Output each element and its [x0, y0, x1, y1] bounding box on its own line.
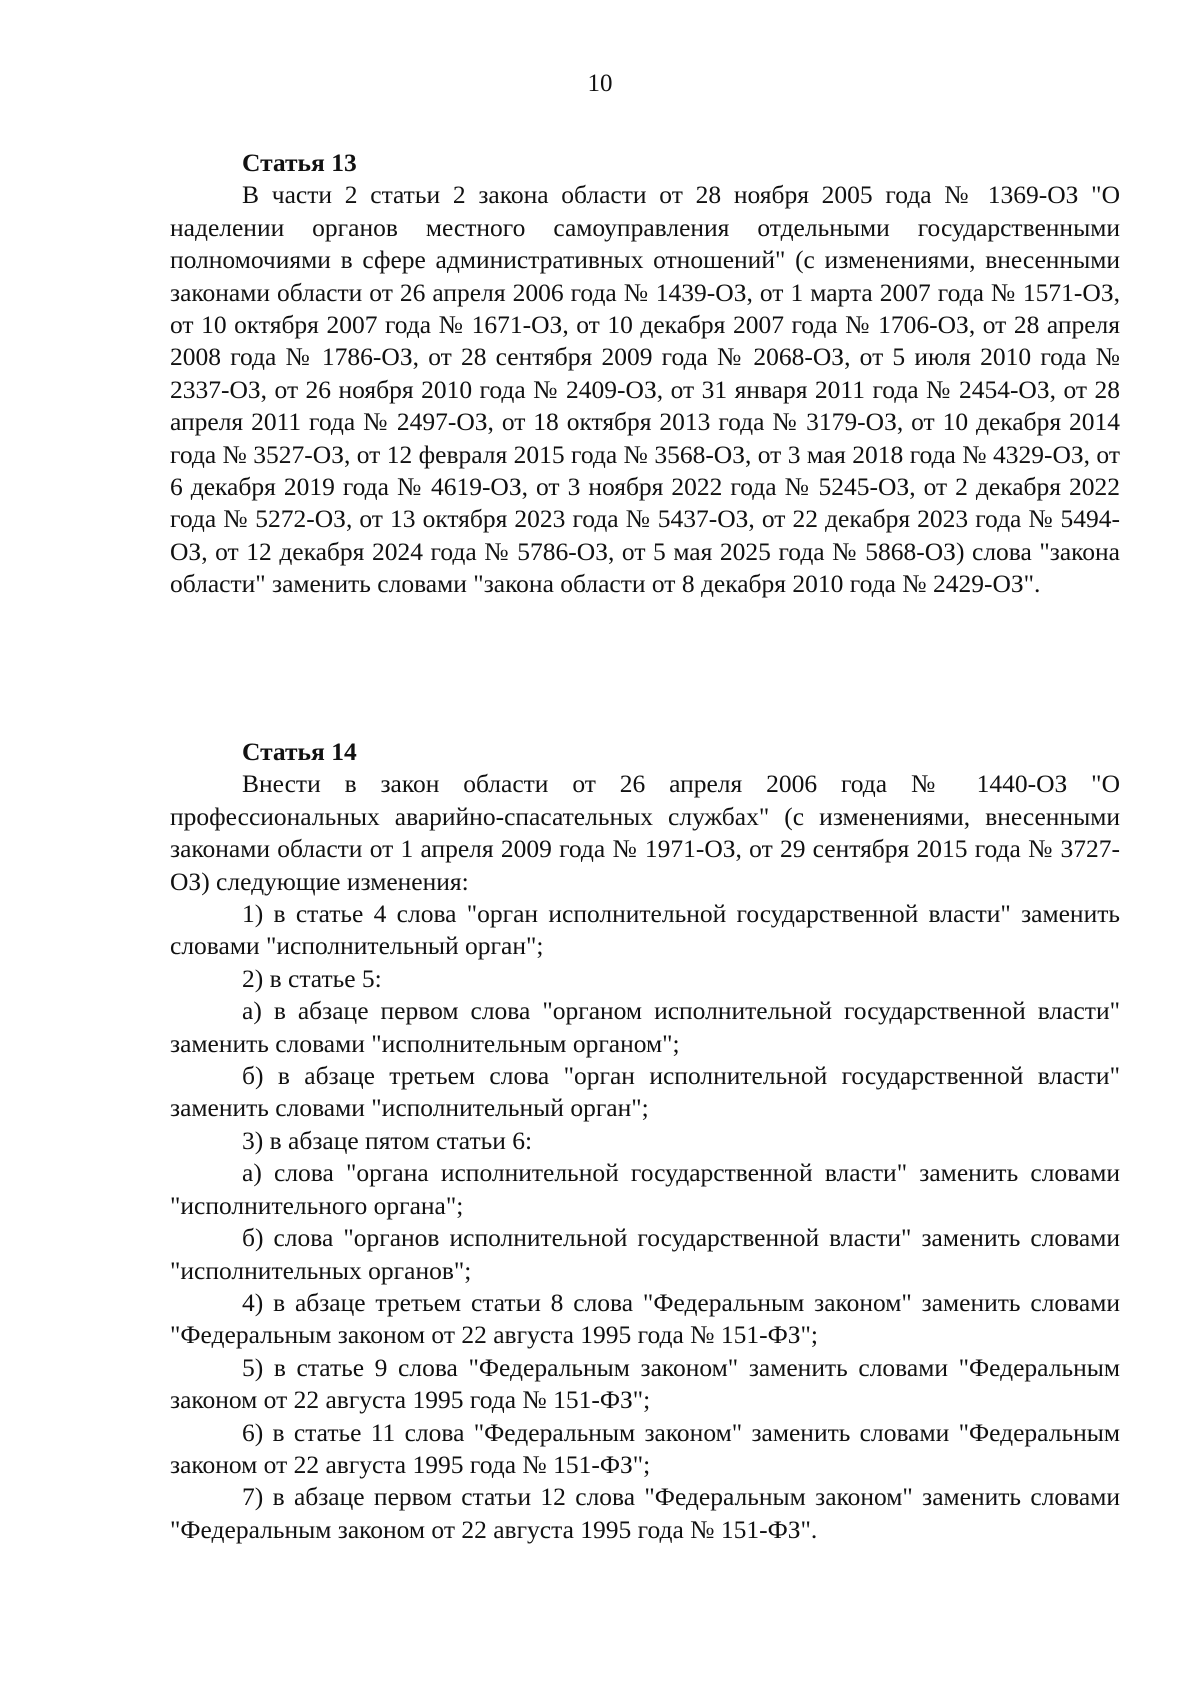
article-13-paragraph: В части 2 статьи 2 закона области от 28 ноября 2005 года № 1369-ОЗ "О наделении органов местного самоуправления отдельными государственными полномочиями в сфере административных отношений" (с изменениями, внесенными законами области от 26 апреля 2006 года № 1439-ОЗ, от 1 марта 2007 года № 1571-ОЗ, от 10 октября 2007 года № 1671-ОЗ, от 10 декабря 2007 года № 1706-ОЗ, от 28 апреля 2008 года № 1786-ОЗ, от 28 сентября 2009 года № 2068-ОЗ, от 5 июля 2010 года № 2337-ОЗ, от 26 ноября 2010 года № 2409-ОЗ, от 31 января 2011 года № 2454-ОЗ, от 28 апреля 2011 года № 2497-ОЗ, от 18 октября 2013 года № 3179-ОЗ, от 10 декабря 2014 года № 3527-ОЗ, от 12 февраля 2015 года № 3568-ОЗ, от 3 мая 2018 года № 4329-ОЗ, от 6 декабря 2019 года № 4619-ОЗ, от 3 ноября 2022 года № 5245-ОЗ, от 2 декабря 2022 года № 5272-ОЗ, от 13 октября 2023 года № 5437-ОЗ, от 22 декабря 2023 года № 5494-ОЗ, от 12 декабря 2024 года № 5786-ОЗ, от 5 мая 2025 года № 5868-ОЗ) слова "закона области" заменить словами "закона области от 8 декабря 2010 года № 2429-ОЗ".	[170, 180, 1120, 599]
article-13-heading: Статья 13	[242, 148, 357, 177]
article-14-heading: Статья 14	[242, 737, 357, 766]
page-number: 10	[587, 70, 613, 97]
list-item: б) в абзаце третьем слова "орган исполнительной государственной власти" заменить словами "исполнительный орган";	[170, 1061, 1120, 1123]
list-item: 7) в абзаце первом статьи 12 слова "Федеральным законом" заменить словами "Федеральным законом от 22 августа 1995 года № 151-ФЗ".	[170, 1482, 1120, 1544]
list-item: 6) в статье 11 слова "Федеральным законом" заменить словами "Федеральным законом от 22 августа 1995 года № 151-ФЗ";	[170, 1417, 1120, 1479]
list-item: 1) в статье 4 слова "орган исполнительной государственной власти" заменить словами "исполнительный орган";	[170, 899, 1120, 961]
list-item: а) слова "органа исполнительной государственной власти" заменить словами "исполнительного органа";	[170, 1158, 1120, 1220]
list-item: а) в абзаце первом слова "органом исполнительной государственной власти" заменить словами "исполнительным органом";	[170, 996, 1120, 1058]
article-14-intro: Внести в закон области от 26 апреля 2006 года № 1440-ОЗ "О профессиональных аварийно-спасательных службах" (с изменениями, внесенными законами области от 1 апреля 2009 года № 1971-ОЗ, от 29 сентября 2015 года № 3727-ОЗ) следующие изменения:	[170, 769, 1120, 896]
list-item: 3) в абзаце пятом статьи 6:	[242, 1125, 533, 1155]
list-item: 2) в статье 5:	[242, 963, 382, 993]
article-14	[170, 736, 1120, 1546]
article-13	[170, 147, 1120, 601]
list-item: 4) в абзаце третьем статьи 8 слова "Федеральным законом" заменить словами "Федеральным законом от 22 августа 1995 года № 151-ФЗ";	[170, 1287, 1120, 1350]
list-item: 5) в статье 9 слова "Федеральным законом" заменить словами "Федеральным законом от 22 августа 1995 года № 151-ФЗ";	[170, 1352, 1120, 1415]
list-item: б) слова "органов исполнительной государственной власти" заменить словами "исполнительных органов";	[170, 1223, 1120, 1285]
